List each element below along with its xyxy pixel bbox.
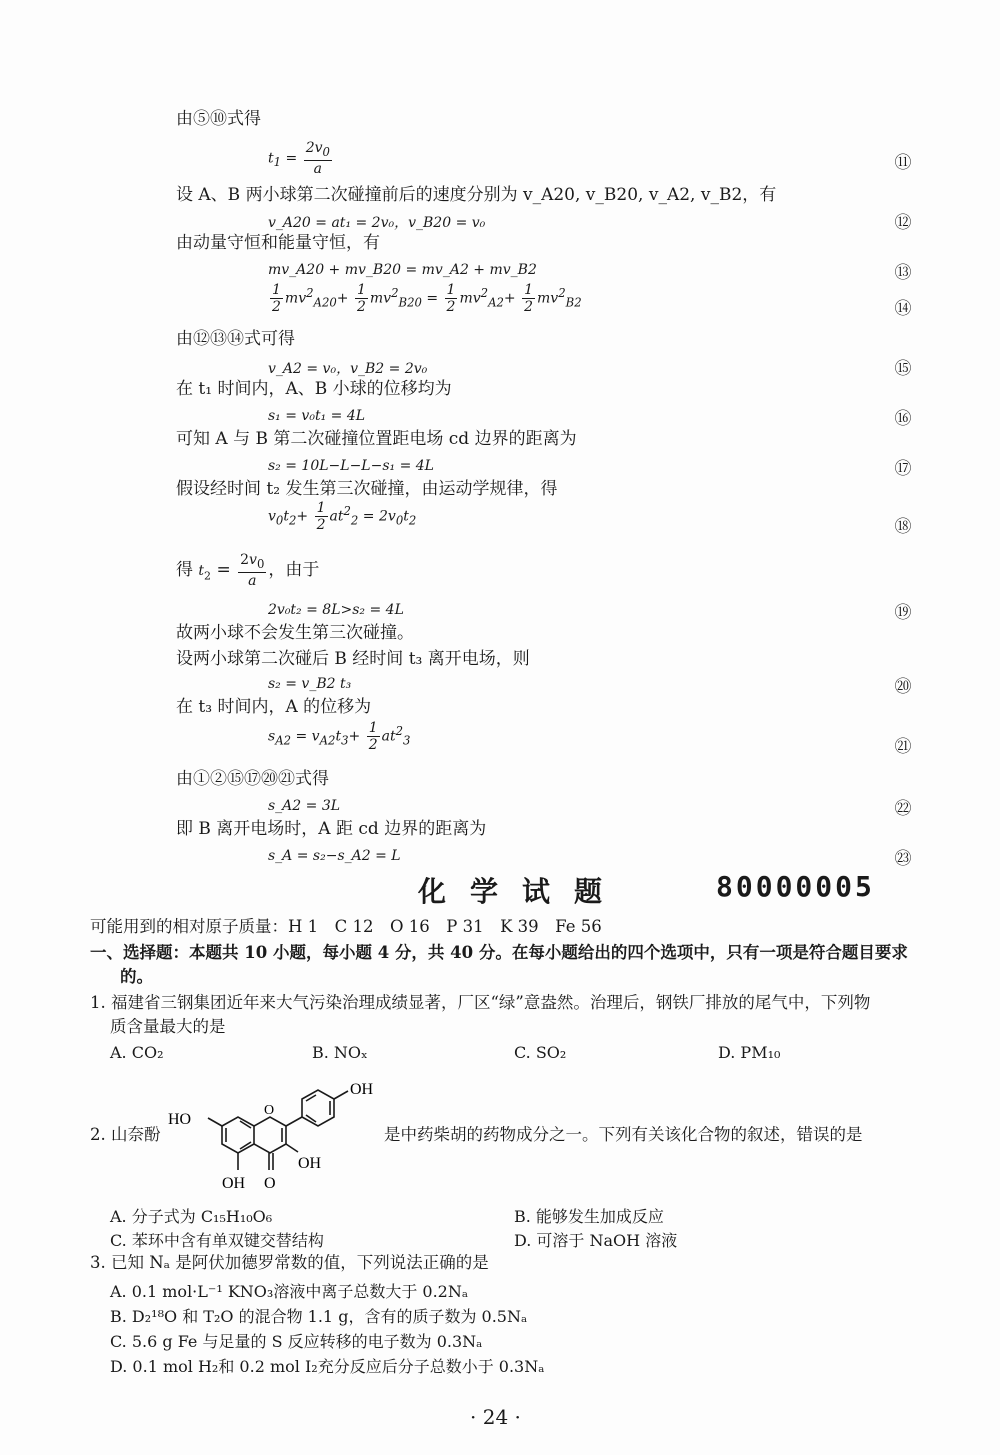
keto-oxygen-label: O: [264, 1175, 276, 1192]
option-a: A. 0.1 mol·L⁻¹ KNO₃溶液中离子总数大于 0.2Nₐ: [110, 1282, 469, 1301]
equation-12: v_A20 = at₁ = 2v₀，v_B20 = v₀: [268, 215, 486, 231]
text-line: 在 t₁ 时间内，A、B 小球的位移均为: [176, 379, 452, 399]
equation-20: s₂ = v_B2 t₃: [268, 676, 352, 692]
oh-bottom-label: OH: [222, 1175, 246, 1192]
equation-number: ⑱: [894, 517, 912, 537]
option-a: A. 分子式为 C₁₅H₁₀O₆: [110, 1207, 273, 1226]
text-line: 即 B 离开电场时，A 距 cd 边界的距离为: [176, 819, 487, 839]
question-2-text: 是中药柴胡的药物成分之一。下列有关该化合物的叙述，错误的是: [384, 1125, 863, 1144]
option-b: B. NOₓ: [312, 1043, 368, 1062]
option-c: C. SO₂: [514, 1043, 567, 1062]
equation-number: ⑮: [894, 359, 912, 379]
equation-number: ㉓: [894, 849, 912, 869]
option-d: D. 0.1 mol H₂和 0.2 mol I₂充分反应后分子总数小于 0.3Nₐ: [110, 1357, 545, 1376]
option-b: B. 能够发生加成反应: [514, 1207, 664, 1226]
kaempferol-structure: [160, 1076, 390, 1196]
question-1-cont: 质含量最大的是: [110, 1017, 226, 1036]
text-line: 在 t₃ 时间内，A 的位移为: [176, 697, 372, 717]
equation-number: ⑲: [894, 603, 912, 623]
option-a: A. CO₂: [110, 1043, 164, 1062]
page-number: · 24 ·: [470, 1405, 521, 1429]
section-heading-cont: 的。: [120, 967, 153, 986]
text-line: 得 $t_2$ = $\frac{2v_0}{a}$ ，由于: [176, 552, 320, 589]
equation-14: $\frac{1}{2}$ $mv^2_{A20}+$ $\frac{1}{2}$ $mv^2_{B20}$ = $\frac{1}{2}$ $mv^2_{A2}+$ $\frac{1}{2}$ $mv^2_{B2}$: [272, 282, 582, 315]
equation-21: $s_{A2} = v_{A2}t_3+$ $\frac{1}{2}$ $at^2_3$: [268, 720, 411, 753]
ring-oxygen-label: O: [264, 1103, 275, 1118]
section-title: 化学试题: [418, 875, 627, 908]
oh-top-label: OH: [350, 1081, 374, 1098]
equation-number: ⑬: [894, 263, 912, 283]
equation-11: $t_1$ = $\frac{2v_0}{a}$: [268, 140, 330, 177]
option-d: D. 可溶于 NaOH 溶液: [514, 1231, 678, 1250]
equation-number: ⑭: [894, 299, 912, 319]
atomic-mass-note: 可能用到的相对原子质量：H 1 C 12 O 16 P 31 K 39 Fe 56: [90, 917, 602, 936]
equation-18: $v_0t_2+$ $\frac{1}{2}$ $at^2_2 = 2v_0t_2$: [268, 500, 417, 533]
question-1: 1. 福建省三钢集团近年来大气污染治理成绩显著，厂区“绿”意盎然。治理后，钢铁厂排放的尾气中，下列物: [90, 993, 871, 1012]
oh-right-label: OH: [298, 1155, 322, 1172]
paper-code: 80000005: [716, 870, 875, 903]
equation-15: v_A2 = v₀，v_B2 = 2v₀: [268, 361, 428, 377]
text-line: 由⑤⑩式得: [176, 109, 261, 129]
text-line: 由⑫⑬⑭式可得: [176, 329, 295, 349]
text-line: 可知 A 与 B 第二次碰撞位置距电场 cd 边界的距离为: [176, 429, 577, 449]
question-2: 2. 山奈酚: [90, 1125, 161, 1144]
equation-number: ⑰: [894, 459, 912, 479]
text-line: 由①②⑮⑰⑳㉑式得: [176, 769, 329, 789]
section-heading: 一、选择题：本题共 10 小题，每小题 4 分，共 40 分。在每小题给出的四个选项中，只有一项是符合题目要求: [90, 943, 908, 962]
equation-22: s_A2 = 3L: [268, 798, 341, 814]
option-b: B. D₂¹⁸O 和 T₂O 的混合物 1.1 g，含有的质子数为 0.5Nₐ: [110, 1307, 528, 1326]
equation-number: ⑯: [894, 409, 912, 429]
option-c: C. 苯环中含有单双键交替结构: [110, 1231, 324, 1250]
text-line: 故两小球不会发生第三次碰撞。: [176, 623, 414, 643]
equation-13: mv_A20 + mv_B20 = mv_A2 + mv_B2: [268, 262, 537, 278]
equation-number: ⑪: [894, 153, 912, 173]
equation-number: ⑳: [894, 677, 912, 697]
text-line: 设两小球第二次碰后 B 经时间 t₃ 离开电场，则: [176, 649, 530, 669]
equation-19: 2v₀t₂ = 8L>s₂ = 4L: [268, 602, 404, 618]
equation-number: ㉑: [894, 737, 912, 757]
text-line: 假设经时间 t₂ 发生第三次碰撞，由运动学规律，得: [176, 479, 558, 499]
equation-17: s₂ = 10L−L−L−s₁ = 4L: [268, 458, 434, 474]
text-fragment: ，由于: [268, 559, 320, 580]
equation-16: s₁ = v₀t₁ = 4L: [268, 408, 366, 424]
equation-23: s_A = s₂−s_A2 = L: [268, 848, 401, 864]
option-d: D. PM₁₀: [718, 1043, 781, 1062]
question-3: 3. 已知 Nₐ 是阿伏加德罗常数的值，下列说法正确的是: [90, 1253, 489, 1272]
text-line: 设 A、B 两小球第二次碰撞前后的速度分别为 v_A20, v_B20, v_A2, v_B2，有: [176, 185, 777, 205]
option-c: C. 5.6 g Fe 与足量的 S 反应转移的电子数为 0.3Nₐ: [110, 1332, 483, 1351]
text-line: 由动量守恒和能量守恒，有: [176, 233, 380, 253]
equation-number: ㉒: [894, 799, 912, 819]
equation-number: ⑫: [894, 213, 912, 233]
ho-label: HO: [168, 1111, 192, 1128]
